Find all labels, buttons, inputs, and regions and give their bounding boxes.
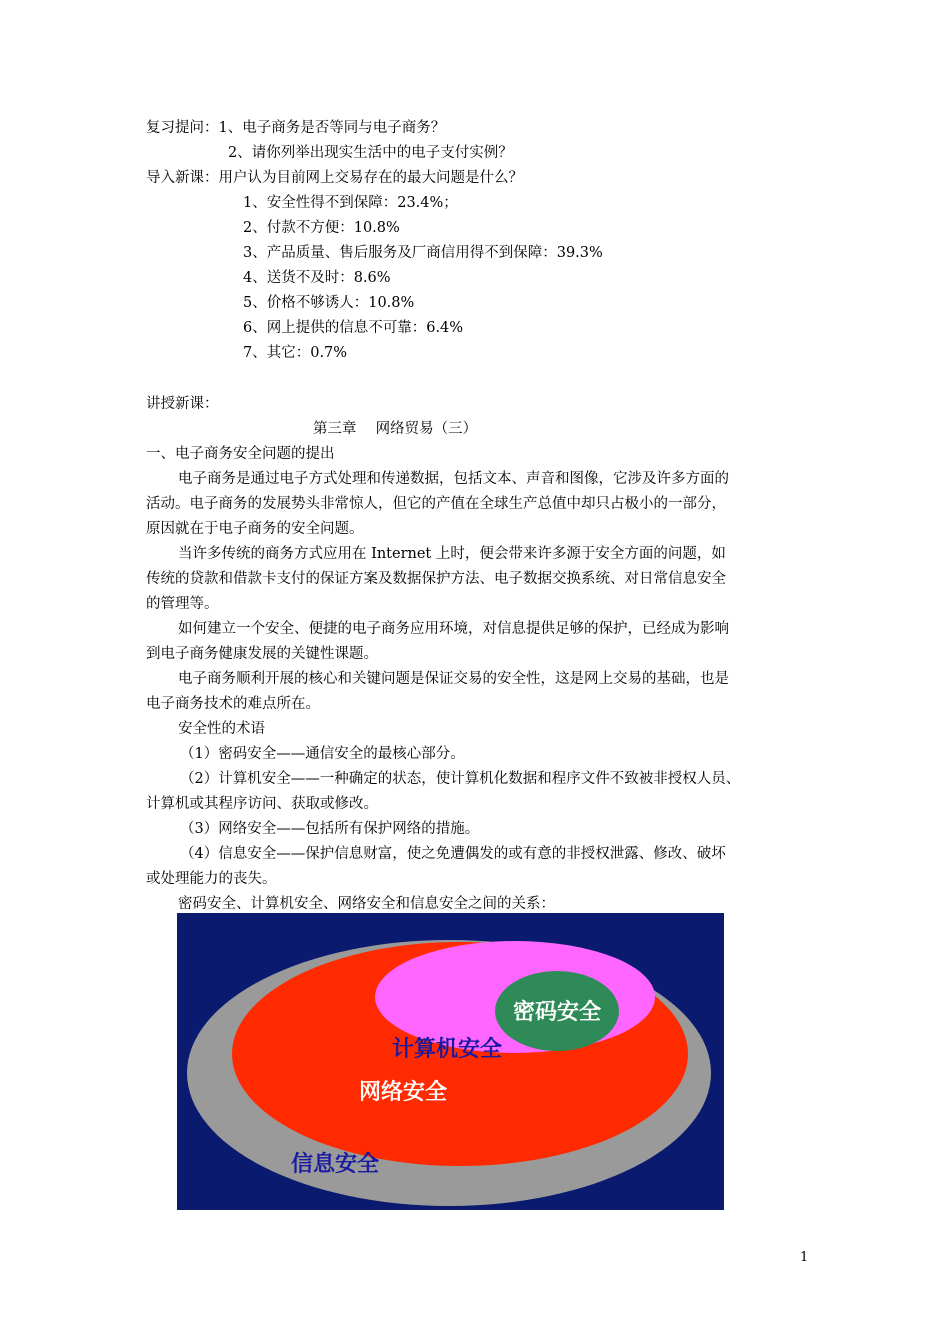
intro-question: 导入新课：用户认为目前网上交易存在的最大问题是什么？ xyxy=(146,170,523,186)
paragraph-line: 原因就在于电子商务的安全问题。 xyxy=(146,521,364,537)
intro-item: 7、其它：0.7% xyxy=(243,345,348,361)
page-number: 1 xyxy=(800,1250,809,1265)
terms-heading: 安全性的术语 xyxy=(178,721,265,737)
paragraph-line: 电子商务技术的难点所在。 xyxy=(146,696,320,712)
intro-item: 6、网上提供的信息不可靠：6.4% xyxy=(243,320,464,336)
info-security-label: 信息安全 xyxy=(290,1152,380,1177)
computer-security-label: 计算机安全 xyxy=(391,1037,503,1062)
intro-item: 2、付款不方便：10.8% xyxy=(243,220,400,236)
term-item: （4）信息安全——保护信息财富，使之免遭偶发的或有意的非授权泄露、修改、破坏 xyxy=(180,846,726,862)
paragraph-line: 到电子商务健康发展的关键性课题。 xyxy=(146,646,378,662)
review-question-2: 2、请你列举出现实生活中的电子支付实例？ xyxy=(228,145,513,161)
intro-item: 1、安全性得不到保障：23.4%； xyxy=(243,195,458,211)
term-item: （2）计算机安全——一种确定的状态，使计算机化数据和程序文件不致被非授权人员、 xyxy=(180,771,741,787)
intro-item: 5、价格不够诱人：10.8% xyxy=(243,295,415,311)
paragraph-line: 如何建立一个安全、便捷的电子商务应用环境，对信息提供足够的保护，已经成为影响 xyxy=(178,621,729,637)
network-security-label: 网络安全 xyxy=(358,1080,448,1105)
chapter-title: 第三章 网络贸易（三） xyxy=(313,421,478,437)
crypto-security-label: 密码安全 xyxy=(512,1000,602,1025)
section-title: 一、电子商务安全问题的提出 xyxy=(146,446,335,462)
term-item: （1）密码安全——通信安全的最核心部分。 xyxy=(180,746,465,762)
diagram-caption: 密码安全、计算机安全、网络安全和信息安全之间的关系： xyxy=(178,896,555,912)
lecture-label: 讲授新课： xyxy=(146,396,219,412)
paragraph-line: 电子商务是通过电子方式处理和传递数据，包括文本、声音和图像，它涉及许多方面的 xyxy=(178,471,729,487)
intro-item: 4、送货不及时：8.6% xyxy=(243,270,391,286)
security-relationship-diagram xyxy=(177,913,724,1210)
paragraph-line: 活动。电子商务的发展势头非常惊人，但它的产值在全球生产总值中却只占极小的一部分， xyxy=(146,496,726,512)
paragraph-line: 传统的贷款和借款卡支付的保证方案及数据保护方法、电子数据交换系统、对日常信息安全 xyxy=(146,571,726,587)
term-item: （3）网络安全——包括所有保护网络的措施。 xyxy=(180,821,480,837)
intro-item: 3、产品质量、售后服务及厂商信用得不到保障：39.3% xyxy=(243,245,603,261)
paragraph-line: 的管理等。 xyxy=(146,596,219,612)
review-question-1: 复习提问：1、电子商务是否等同与电子商务？ xyxy=(146,120,446,136)
paragraph-line: 当许多传统的商务方式应用在 Internet 上时，便会带来许多源于安全方面的问题，如 xyxy=(178,546,726,562)
term-item-continued: 计算机或其程序访问、获取或修改。 xyxy=(146,796,378,812)
paragraph-line: 电子商务顺利开展的核心和关键问题是保证交易的安全性，这是网上交易的基础，也是 xyxy=(178,671,729,687)
term-item-continued: 或处理能力的丧失。 xyxy=(146,871,277,887)
